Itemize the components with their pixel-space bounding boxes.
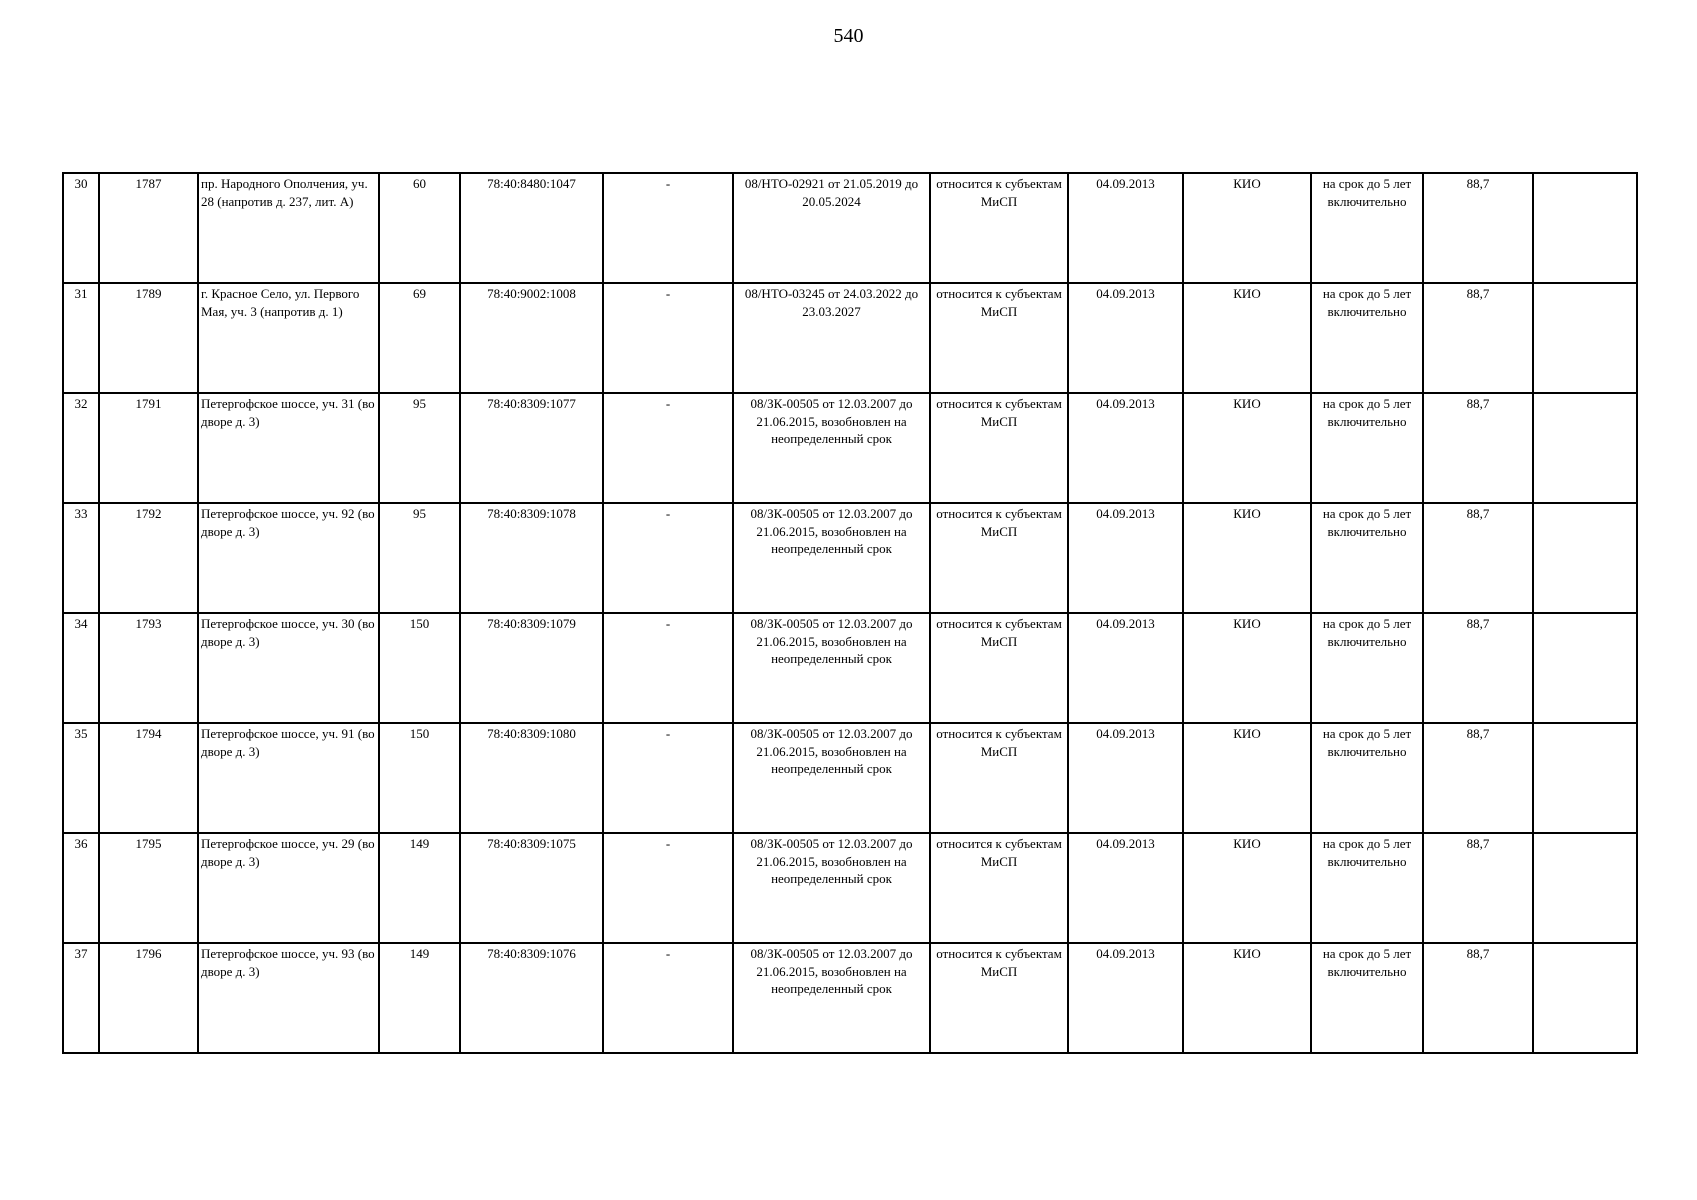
cell-cadastral-number: 78:40:8309:1076 (460, 943, 603, 1053)
cell-cadastral-number: 78:40:8309:1078 (460, 503, 603, 613)
cell-date: 04.09.2013 (1068, 393, 1183, 503)
cell-value: 88,7 (1423, 833, 1533, 943)
cell-area: 69 (379, 283, 460, 393)
cell-dash: - (603, 283, 733, 393)
cell-date: 04.09.2013 (1068, 173, 1183, 283)
cell-category: относится к субъектам МиСП (930, 283, 1068, 393)
cell-dash: - (603, 833, 733, 943)
cell-contract: 08/ЗК-00505 от 12.03.2007 до 21.06.2015, возобновлен на неопределенный срок (733, 723, 930, 833)
cell-dash: - (603, 613, 733, 723)
cell-contract: 08/ЗК-00505 от 12.03.2007 до 21.06.2015, возобновлен на неопределенный срок (733, 613, 930, 723)
cell-address: Петергофское шоссе, уч. 93 (во дворе д. 3) (198, 943, 379, 1053)
cell-dash: - (603, 503, 733, 613)
cell-number: 33 (63, 503, 99, 613)
table-row (63, 613, 1637, 723)
cell-number: 34 (63, 613, 99, 723)
table-body (63, 173, 1637, 1053)
cell-dash: - (603, 943, 733, 1053)
cell-contract: 08/ЗК-00505 от 12.03.2007 до 21.06.2015, возобновлен на неопределенный срок (733, 393, 930, 503)
cell-area: 60 (379, 173, 460, 283)
cell-cadastral-number: 78:40:8309:1075 (460, 833, 603, 943)
cell-object-id: 1793 (99, 613, 198, 723)
cell-address: Петергофское шоссе, уч. 91 (во дворе д. 3) (198, 723, 379, 833)
table-row (63, 283, 1637, 393)
table-row (63, 833, 1637, 943)
cell-organization: КИО (1183, 613, 1311, 723)
cell-value: 88,7 (1423, 393, 1533, 503)
cell-address: пр. Народного Ополчения, уч. 28 (напротив д. 237, лит. А) (198, 173, 379, 283)
cell-category: относится к субъектам МиСП (930, 723, 1068, 833)
cell-number: 35 (63, 723, 99, 833)
cell-cadastral-number: 78:40:8309:1077 (460, 393, 603, 503)
cell-value: 88,7 (1423, 943, 1533, 1053)
cell-date: 04.09.2013 (1068, 503, 1183, 613)
cell-area: 150 (379, 613, 460, 723)
cell-empty (1533, 943, 1637, 1053)
cell-term: на срок до 5 лет включительно (1311, 173, 1423, 283)
cell-cadastral-number: 78:40:8309:1080 (460, 723, 603, 833)
cell-category: относится к субъектам МиСП (930, 833, 1068, 943)
cell-empty (1533, 613, 1637, 723)
cell-category: относится к субъектам МиСП (930, 943, 1068, 1053)
cell-area: 149 (379, 833, 460, 943)
cell-object-id: 1792 (99, 503, 198, 613)
cell-area: 95 (379, 503, 460, 613)
cell-number: 31 (63, 283, 99, 393)
cell-date: 04.09.2013 (1068, 283, 1183, 393)
cell-contract: 08/НТО-02921 от 21.05.2019 до 20.05.2024 (733, 173, 930, 283)
cell-category: относится к субъектам МиСП (930, 503, 1068, 613)
cell-category: относится к субъектам МиСП (930, 173, 1068, 283)
cell-empty (1533, 723, 1637, 833)
cell-value: 88,7 (1423, 283, 1533, 393)
cell-object-id: 1794 (99, 723, 198, 833)
cell-organization: КИО (1183, 503, 1311, 613)
cell-term: на срок до 5 лет включительно (1311, 393, 1423, 503)
cell-term: на срок до 5 лет включительно (1311, 283, 1423, 393)
cell-term: на срок до 5 лет включительно (1311, 503, 1423, 613)
registry-table (62, 172, 1638, 1054)
cell-dash: - (603, 393, 733, 503)
cell-contract: 08/НТО-03245 от 24.03.2022 до 23.03.2027 (733, 283, 930, 393)
cell-value: 88,7 (1423, 613, 1533, 723)
cell-area: 150 (379, 723, 460, 833)
cell-value: 88,7 (1423, 173, 1533, 283)
cell-contract: 08/ЗК-00505 от 12.03.2007 до 21.06.2015, возобновлен на неопределенный срок (733, 833, 930, 943)
cell-category: относится к субъектам МиСП (930, 613, 1068, 723)
cell-term: на срок до 5 лет включительно (1311, 613, 1423, 723)
cell-term: на срок до 5 лет включительно (1311, 943, 1423, 1053)
table-row (63, 943, 1637, 1053)
cell-address: Петергофское шоссе, уч. 92 (во дворе д. 3) (198, 503, 379, 613)
cell-empty (1533, 173, 1637, 283)
cell-empty (1533, 283, 1637, 393)
cell-organization: КИО (1183, 393, 1311, 503)
cell-organization: КИО (1183, 723, 1311, 833)
cell-date: 04.09.2013 (1068, 833, 1183, 943)
cell-area: 149 (379, 943, 460, 1053)
cell-date: 04.09.2013 (1068, 723, 1183, 833)
cell-object-id: 1795 (99, 833, 198, 943)
cell-organization: КИО (1183, 833, 1311, 943)
cell-object-id: 1796 (99, 943, 198, 1053)
cell-address: Петергофское шоссе, уч. 29 (во дворе д. 3) (198, 833, 379, 943)
cell-organization: КИО (1183, 173, 1311, 283)
cell-term: на срок до 5 лет включительно (1311, 833, 1423, 943)
cell-object-id: 1787 (99, 173, 198, 283)
page-number: 540 (833, 25, 864, 47)
cell-address: г. Красное Село, ул. Первого Мая, уч. 3 (напротив д. 1) (198, 283, 379, 393)
cell-term: на срок до 5 лет включительно (1311, 723, 1423, 833)
cell-address: Петергофское шоссе, уч. 30 (во дворе д. 3) (198, 613, 379, 723)
cell-empty (1533, 393, 1637, 503)
cell-object-id: 1791 (99, 393, 198, 503)
cell-value: 88,7 (1423, 503, 1533, 613)
cell-dash: - (603, 173, 733, 283)
cell-number: 36 (63, 833, 99, 943)
table-row (63, 723, 1637, 833)
cell-dash: - (603, 723, 733, 833)
cell-object-id: 1789 (99, 283, 198, 393)
cell-value: 88,7 (1423, 723, 1533, 833)
cell-cadastral-number: 78:40:8480:1047 (460, 173, 603, 283)
cell-date: 04.09.2013 (1068, 943, 1183, 1053)
cell-organization: КИО (1183, 943, 1311, 1053)
cell-address: Петергофское шоссе, уч. 31 (во дворе д. 3) (198, 393, 379, 503)
cell-empty (1533, 503, 1637, 613)
table-row (63, 393, 1637, 503)
cell-cadastral-number: 78:40:9002:1008 (460, 283, 603, 393)
cell-number: 32 (63, 393, 99, 503)
table-row (63, 173, 1637, 283)
cell-cadastral-number: 78:40:8309:1079 (460, 613, 603, 723)
cell-number: 37 (63, 943, 99, 1053)
cell-area: 95 (379, 393, 460, 503)
table-row (63, 503, 1637, 613)
cell-contract: 08/ЗК-00505 от 12.03.2007 до 21.06.2015, возобновлен на неопределенный срок (733, 503, 930, 613)
cell-date: 04.09.2013 (1068, 613, 1183, 723)
cell-contract: 08/ЗК-00505 от 12.03.2007 до 21.06.2015, возобновлен на неопределенный срок (733, 943, 930, 1053)
cell-organization: КИО (1183, 283, 1311, 393)
cell-empty (1533, 833, 1637, 943)
cell-category: относится к субъектам МиСП (930, 393, 1068, 503)
cell-number: 30 (63, 173, 99, 283)
